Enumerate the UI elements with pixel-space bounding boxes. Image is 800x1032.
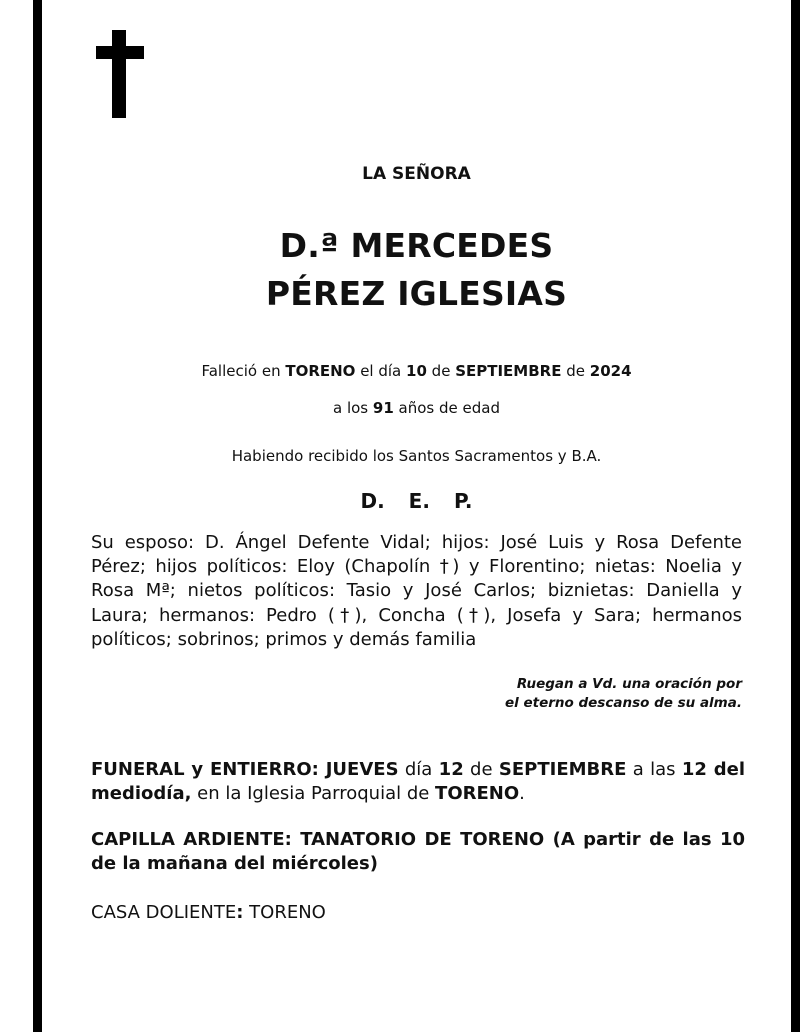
deceased-name-line2: PÉREZ IGLESIAS bbox=[265, 274, 568, 313]
chapel-info: CAPILLA ARDIENTE: TANATORIO DE TORENO (A partir de las 10 de la mañana del miércoles) bbox=[91, 829, 746, 874]
deceased-name-line1: D.ª MERCEDES bbox=[279, 226, 554, 265]
left-border bbox=[33, 0, 42, 1032]
dep-abbreviation: D. E. P. bbox=[360, 489, 473, 513]
age-info: a los 91 años de edad bbox=[333, 399, 500, 417]
family-paragraph: Su esposo: D. Ángel Defente Vidal; hijos: José Luis y Rosa Defente Pérez; hijos políticos: Eloy (Chapolín †) y Florentino; nietas: Noelia y Rosa Mª; nietos políticos: Tasio y José Carlos; biznietas: Daniella y Laura; hermanos: Pedro (†), Concha (†), Josefa y Sara; hermanos políticos; sobrinos; primos y demás familia bbox=[91, 532, 742, 650]
cross-icon bbox=[96, 30, 144, 118]
heading: LA SEÑORA bbox=[362, 164, 471, 184]
death-info: Falleció en TORENO el día 10 de SEPTIEMBRE de 2024 bbox=[201, 362, 632, 380]
funeral-info: FUNERAL y ENTIERRO: JUEVES día 12 de SEPTIEMBRE a las 12 del mediodía, en la Iglesia Parroquial de TORENO. bbox=[91, 759, 746, 804]
sacraments-info: Habiendo recibido los Santos Sacramentos y B.A. bbox=[231, 447, 602, 465]
prayer-request: Ruegan a Vd. una oración por el eterno descanso de su alma. bbox=[505, 676, 742, 711]
right-border bbox=[791, 0, 800, 1032]
mourning-house-info: CASA DOLIENTE: TORENO bbox=[91, 902, 326, 923]
